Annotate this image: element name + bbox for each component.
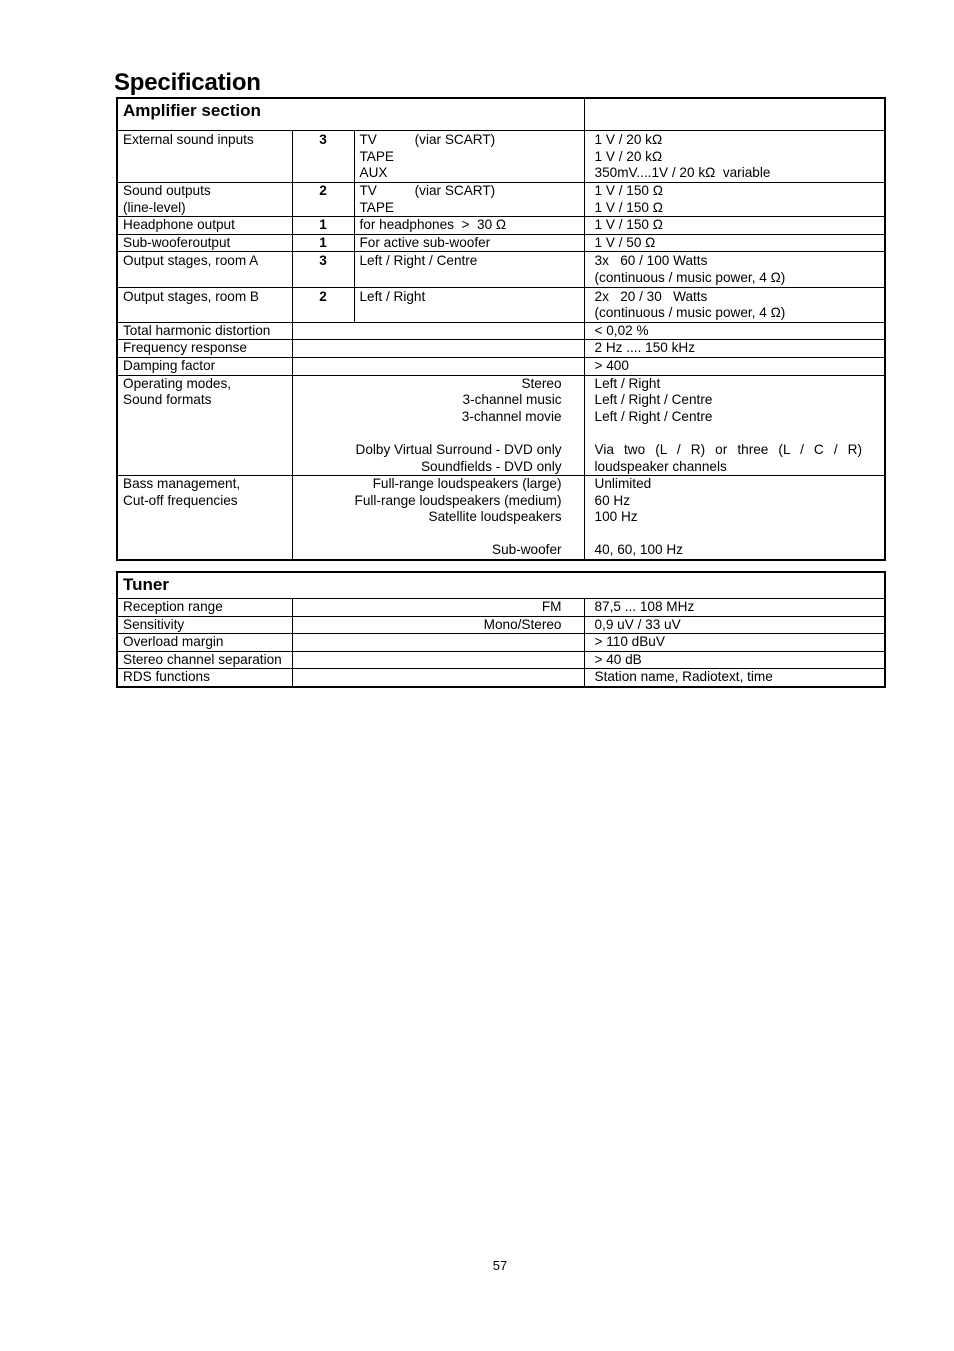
label-line: Bass management, [123, 476, 241, 492]
spec-value: > 40 dB [584, 651, 885, 669]
spec-label: Overload margin [117, 634, 292, 652]
spec-label: Sensitivity [117, 616, 292, 634]
spec-row-subwoofer-output [117, 234, 885, 252]
spec-label [117, 183, 292, 217]
spec-mode: FM [292, 599, 584, 617]
value-line: Left / Right / Centre [594, 392, 713, 408]
spec-count: 1 [292, 217, 354, 235]
mode-line [298, 425, 562, 442]
page-number: 57 [492, 1258, 508, 1273]
spec-label: Headphone output [117, 217, 292, 235]
amplifier-header-blank-cell [584, 98, 885, 131]
value-line: (continuous / music power, 4 Ω) [594, 305, 786, 321]
value-line: loudspeaker channels [594, 458, 727, 474]
amplifier-section-heading: Amplifier section [117, 98, 584, 131]
spec-row-output-stages-b [117, 287, 885, 322]
spec-description: For active sub-woofer [354, 234, 584, 252]
spec-label [117, 131, 292, 183]
value-line: 350mV....1V / 20 kΩ variable [594, 165, 771, 181]
spec-label: Damping factor [117, 357, 292, 375]
spec-value: > 400 [584, 357, 885, 375]
spec-description: Left / Right [354, 287, 584, 322]
tuner-row [117, 669, 885, 687]
spec-mode [292, 651, 584, 669]
spec-value: < 0,02 % [584, 322, 885, 340]
label-line: Sound formats [123, 392, 212, 408]
mode-line: Soundfields - DVD only [420, 458, 562, 474]
value-line: 60 Hz [594, 492, 631, 508]
speaker-line [298, 526, 562, 543]
value-line: (continuous / music power, 4 Ω) [594, 269, 786, 285]
tuner-row [117, 599, 885, 617]
spec-value [584, 476, 885, 560]
spec-value [584, 252, 885, 287]
spec-speaker-list [292, 476, 584, 560]
spec-description: Left / Right / Centre [354, 252, 584, 287]
tuner-spec-table [116, 571, 886, 688]
spec-mode [292, 669, 584, 687]
description-line: AUX [359, 165, 388, 181]
spec-mode: Mono/Stereo [292, 616, 584, 634]
spec-mode [292, 634, 584, 652]
value-line: 1 V / 20 kΩ [594, 148, 663, 164]
spec-description [354, 131, 584, 183]
speaker-line: Sub-woofer [492, 542, 562, 558]
spec-value: Station name, Radiotext, time [584, 669, 885, 687]
spec-label: Output stages, room B [117, 287, 292, 322]
spec-description [354, 183, 584, 217]
spec-row-frequency-response [117, 340, 885, 358]
spec-row-external-inputs [117, 131, 885, 183]
amplifier-header-row [117, 98, 885, 131]
mode-line: 3-channel music [462, 392, 562, 408]
label-line: External sound inputs [123, 132, 254, 147]
value-line: 1 V / 20 kΩ [594, 132, 663, 147]
spec-row-bass-management [117, 476, 885, 560]
spec-value: 1 V / 150 Ω [584, 217, 885, 235]
spec-count: 3 [292, 252, 354, 287]
label-line: (line-level) [123, 199, 186, 215]
spec-count: 1 [292, 234, 354, 252]
tuner-header-row [117, 572, 885, 599]
mode-line: Stereo [521, 375, 562, 391]
spec-blank-cell [292, 357, 584, 375]
value-line: 3x 60 / 100 Watts [594, 253, 708, 269]
spec-value: 87,5 ... 108 MHz [584, 599, 885, 617]
spec-description [354, 217, 584, 235]
speaker-line: Satellite loudspeakers [428, 509, 562, 525]
spec-row-damping-factor [117, 357, 885, 375]
value-line: 1 V / 150 Ω [594, 183, 663, 198]
spec-blank-cell [292, 340, 584, 358]
tuner-row [117, 651, 885, 669]
spec-label: Reception range [117, 599, 292, 617]
spec-value: 0,9 uV / 33 uV [584, 616, 885, 634]
spec-label: RDS functions [117, 669, 292, 687]
tuner-row [117, 616, 885, 634]
spec-value: 2 Hz .... 150 kHz [584, 340, 885, 358]
spec-label: Frequency response [117, 340, 292, 358]
spec-label: Stereo channel separation [117, 651, 292, 669]
spec-row-operating-modes [117, 375, 885, 476]
value-line [595, 425, 863, 442]
description-line: TV (viar SCART) [359, 183, 496, 198]
value-line: Left / Right / Centre [594, 408, 713, 424]
spec-value [584, 131, 885, 183]
spec-row-thd [117, 322, 885, 340]
label-line: Sound outputs [123, 183, 211, 198]
page-title: Specification [114, 69, 261, 96]
value-line: 100 Hz [594, 509, 638, 525]
spec-label: Output stages, room A [117, 252, 292, 287]
spec-value [584, 375, 885, 476]
spec-mode-list [292, 375, 584, 476]
spec-value [584, 183, 885, 217]
spec-count: 2 [292, 183, 354, 217]
speaker-line: Full-range loudspeakers (large) [372, 476, 562, 492]
tuner-row [117, 634, 885, 652]
spec-blank-cell [292, 322, 584, 340]
value-line: 2x 20 / 30 Watts [594, 288, 708, 304]
spec-value: > 110 dBuV [584, 634, 885, 652]
tuner-section-heading: Tuner [117, 572, 885, 599]
spec-row-output-stages-a [117, 252, 885, 287]
amplifier-spec-table [116, 97, 886, 561]
label-line: Operating modes, [123, 375, 232, 391]
spec-count: 3 [292, 131, 354, 183]
mode-line: 3-channel movie [461, 408, 562, 424]
spec-row-headphone-output [117, 217, 885, 235]
value-line: Unlimited [594, 476, 652, 492]
spec-label: Sub-wooferoutput [117, 234, 292, 252]
value-line: 40, 60, 100 Hz [594, 542, 683, 558]
value-line: 1 V / 150 Ω [594, 199, 663, 215]
spec-value [584, 287, 885, 322]
value-line: Left / Right [594, 375, 661, 391]
speaker-line: Full-range loudspeakers (medium) [354, 492, 562, 508]
value-line: Via two (L / R) or three (L / C / R) [594, 441, 863, 457]
label-line: Cut-off frequencies [123, 492, 238, 508]
mode-line: Dolby Virtual Surround - DVD only [355, 441, 562, 457]
description-line: TV (viar SCART) [359, 132, 496, 147]
description-line: for headphones > 30 Ω [359, 217, 507, 233]
description-line: TAPE [359, 199, 394, 215]
spec-count: 2 [292, 287, 354, 322]
spec-value: 1 V / 50 Ω [584, 234, 885, 252]
description-line: TAPE [359, 148, 394, 164]
value-line [595, 526, 880, 543]
spec-label [117, 476, 292, 560]
spec-label: Total harmonic distortion [117, 322, 292, 340]
spec-row-sound-outputs [117, 183, 885, 217]
spec-label [117, 375, 292, 476]
